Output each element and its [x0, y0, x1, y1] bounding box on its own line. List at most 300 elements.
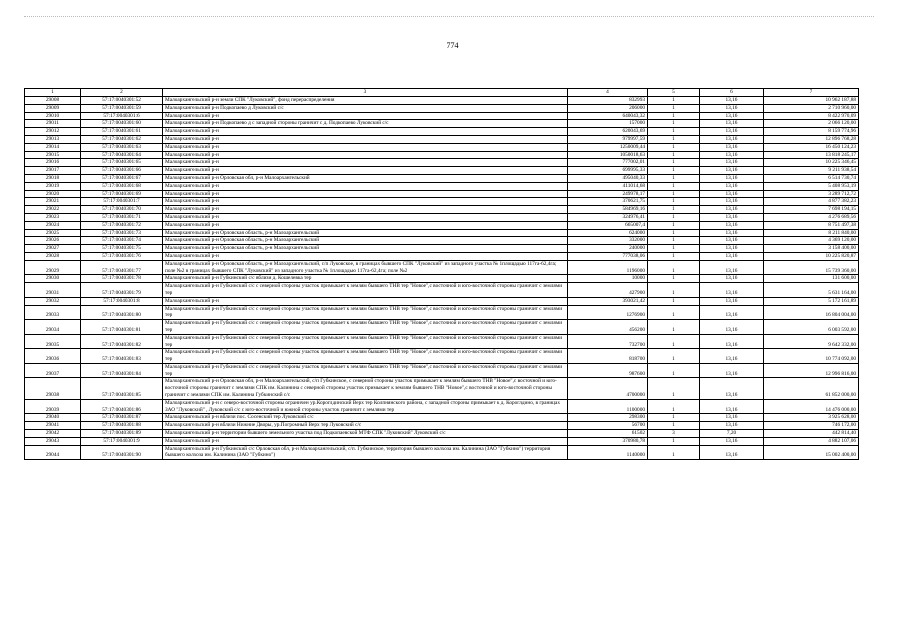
rate-cell: 13,16	[700, 445, 764, 460]
table-row	[25, 363, 859, 378]
category-cell: 1	[648, 182, 700, 190]
table-row	[25, 151, 859, 159]
row-number-cell: 29013	[25, 135, 81, 143]
rate-cell: 13,16	[700, 213, 764, 221]
cadastral-number-cell: 57:17:0040301:64	[81, 151, 163, 159]
area-cell: 818700	[568, 349, 648, 364]
address-cell: Малоархангельский р-н вблизи Нижние Дворы, ур.Погромный Верх тер Луковский с/с	[163, 422, 568, 430]
table-row	[25, 174, 859, 182]
area-cell: 624000	[568, 229, 648, 237]
value-cell: 4 276 689,56	[764, 213, 859, 221]
table-row	[25, 260, 859, 275]
cadastral-number-cell: 57:17:0040301:7	[81, 198, 163, 206]
cadastral-number-cell: 57:17:0040301:81	[81, 320, 163, 335]
area-cell: 157000	[568, 120, 648, 128]
cadastral-number-cell: 57:17:0040301:8	[81, 297, 163, 305]
rate-cell: 13,16	[700, 174, 764, 182]
category-cell: 1	[648, 334, 700, 349]
category-cell: 1	[648, 305, 700, 320]
value-cell: 6 514 730,74	[764, 174, 859, 182]
value-cell: 4 877 382,23	[764, 198, 859, 206]
area-cell: 61502	[568, 430, 648, 438]
row-number-cell: 29011	[25, 120, 81, 128]
rate-cell: 13,16	[700, 135, 764, 143]
cadastral-number-cell: 57:17:0040301:9	[81, 437, 163, 445]
table-row	[25, 430, 859, 438]
row-number-cell: 29018	[25, 174, 81, 182]
rate-cell: 13,16	[700, 159, 764, 167]
cadastral-number-cell: 57:17:0040301:60	[81, 120, 163, 128]
area-cell: 495040,33	[568, 174, 648, 182]
address-cell: Малоархангельский р-н	[163, 206, 568, 214]
value-cell: 8 422 970,09	[764, 112, 859, 120]
table-row	[25, 104, 859, 112]
row-number-cell: 29016	[25, 159, 81, 167]
value-cell: 5 631 164,00	[764, 283, 859, 298]
row-number-cell: 29020	[25, 190, 81, 198]
column-header-2: 2	[81, 89, 163, 97]
cadastral-number-cell: 57:17:0040301:78	[81, 275, 163, 283]
category-cell: 1	[648, 245, 700, 253]
row-number-cell: 29021	[25, 198, 81, 206]
area-cell: 56700	[568, 422, 648, 430]
rate-cell: 13,16	[700, 221, 764, 229]
area-cell: 732700	[568, 334, 648, 349]
address-cell: Малоархангельский р-н Орловская обл, р-н Малоархангельский	[163, 174, 568, 182]
area-cell: 427900	[568, 283, 648, 298]
category-cell: 1	[648, 414, 700, 422]
row-number-cell: 29029	[25, 260, 81, 275]
address-cell: Малоархангельский р-н	[163, 167, 568, 175]
cadastral-number-cell: 57:17:0040301:72	[81, 221, 163, 229]
table-row	[25, 275, 859, 283]
area-cell: 249978,17	[568, 190, 648, 198]
rate-cell: 13,16	[700, 237, 764, 245]
address-cell: Малоархангельский р-н Губкинский с/с с северной стороны участок примыкает к землям бывшего ТНВ тер "Новое",с восточной и юго-восточной стороны граничит с землями тер	[163, 283, 568, 298]
cadastral-number-cell: 57:17:0040301:90	[81, 445, 163, 460]
row-number-cell: 29035	[25, 334, 81, 349]
value-cell: 16 804 004,00	[764, 305, 859, 320]
value-cell: 15 739 360,00	[764, 260, 859, 275]
address-cell: Малоархангельский р-н Губкинский с/с с северной стороны участок примыкает к землям бывшего ТНВ тер "Новое",с восточной и юго-восточной стороны граничит с землями тер	[163, 334, 568, 349]
address-cell: Малоархангельский р-н Губкинский с/с с северной стороны участок примыкает к землям бывшего ТНВ тер "Новое",с восточной и юго-восточной стороны граничит с землями тер	[163, 305, 568, 320]
address-cell: Малоархангельский р-н Губкинский с/с вблизи д. Кошелевка тер	[163, 275, 568, 283]
address-cell: Малоархангельский р-н территории бывшего земельного участка под Подкопаевской МТФ СПК "Луковский" Луковский с/с	[163, 430, 568, 438]
row-number-cell: 29024	[25, 221, 81, 229]
value-cell: 10 225 346,45	[764, 159, 859, 167]
column-header-5: 5	[648, 89, 700, 97]
address-cell: Малоархангельский р-н Губкинский с/с с северной стороны участок примыкает к землям бывшего ТНВ тер "Новое",с восточной и юго-восточной стороны граничит с землями тер	[163, 349, 568, 364]
value-cell: 16 450 124,23	[764, 143, 859, 151]
address-cell: Малоархангельский р-н	[163, 221, 568, 229]
table-row	[25, 206, 859, 214]
row-number-cell: 29043	[25, 437, 81, 445]
category-cell: 1	[648, 174, 700, 182]
row-number-cell: 29026	[25, 237, 81, 245]
table-row	[25, 198, 859, 206]
address-cell: Малоархангельский р-н	[163, 437, 568, 445]
category-cell: 1	[648, 198, 700, 206]
table-header-row	[25, 89, 859, 97]
category-cell: 1	[648, 437, 700, 445]
area-cell: 411014,68	[568, 182, 648, 190]
rate-cell: 13,16	[700, 167, 764, 175]
cadastral-number-cell: 57:17:0040301:66	[81, 167, 163, 175]
column-header-7: 7	[764, 89, 859, 97]
area-cell: 1276900	[568, 305, 648, 320]
value-cell: 14 476 000,00	[764, 399, 859, 414]
area-cell: 832993	[568, 97, 648, 105]
cadastral-number-cell: 57:17:0040301:68	[81, 182, 163, 190]
category-cell: 1	[648, 151, 700, 159]
rate-cell: 13,16	[700, 349, 764, 364]
column-header-6: 6	[700, 89, 764, 97]
cadastral-table	[24, 88, 859, 460]
value-cell: 2 710 960,00	[764, 104, 859, 112]
row-number-cell: 29015	[25, 151, 81, 159]
category-cell: 1	[648, 297, 700, 305]
value-cell: 7 698 194,15	[764, 206, 859, 214]
table-row	[25, 167, 859, 175]
row-number-cell: 29041	[25, 422, 81, 430]
table-body	[25, 97, 859, 460]
cadastral-number-cell: 57:17:0040301:79	[81, 283, 163, 298]
row-number-cell: 29012	[25, 128, 81, 136]
rate-cell: 13,16	[700, 120, 764, 128]
rate-cell: 13,16	[700, 399, 764, 414]
category-cell: 1	[648, 128, 700, 136]
category-cell: 1	[648, 378, 700, 399]
table-row	[25, 305, 859, 320]
rate-cell: 13,16	[700, 97, 764, 105]
address-cell: Малоархангельский р-н	[163, 128, 568, 136]
cadastral-number-cell: 57:17:0040301:70	[81, 206, 163, 214]
table-row	[25, 334, 859, 349]
table-row	[25, 120, 859, 128]
table-row	[25, 378, 859, 399]
category-cell: 1	[648, 363, 700, 378]
category-cell: 1	[648, 252, 700, 260]
value-cell: 12 996 816,00	[764, 363, 859, 378]
rate-cell: 13,16	[700, 104, 764, 112]
value-cell: 10 225 820,87	[764, 252, 859, 260]
row-number-cell: 29031	[25, 283, 81, 298]
category-cell: 1	[648, 320, 700, 335]
category-cell: 1	[648, 260, 700, 275]
row-number-cell: 29017	[25, 167, 81, 175]
row-number-cell: 29039	[25, 399, 81, 414]
rate-cell: 13,16	[700, 320, 764, 335]
area-cell: 456200	[568, 320, 648, 335]
value-cell: 746 172,00	[764, 422, 859, 430]
cadastral-number-cell: 57:17:0040301:84	[81, 363, 163, 378]
row-number-cell: 29030	[25, 275, 81, 283]
value-cell: 4 369 120,00	[764, 237, 859, 245]
rate-cell: 13,16	[700, 143, 764, 151]
area-cell: 324976,41	[568, 213, 648, 221]
row-number-cell: 29014	[25, 143, 81, 151]
area-cell: 240000	[568, 245, 648, 253]
cadastral-number-cell: 57:17:0040301:83	[81, 349, 163, 364]
table-row	[25, 237, 859, 245]
row-number-cell: 29042	[25, 430, 81, 438]
cadastral-number-cell: 57:17:0040301:74	[81, 237, 163, 245]
cadastral-number-cell: 57:17:0040301:88	[81, 422, 163, 430]
row-number-cell: 29028	[25, 252, 81, 260]
rate-cell: 13,16	[700, 245, 764, 253]
area-cell: 1140000	[568, 445, 648, 460]
cadastral-number-cell: 57:17:0040301:75	[81, 245, 163, 253]
category-cell: 1	[648, 349, 700, 364]
area-cell: 1050018,63	[568, 151, 648, 159]
category-cell: 1	[648, 422, 700, 430]
cadastral-number-cell: 57:17:0040301:61	[81, 128, 163, 136]
category-cell: 3	[648, 430, 700, 438]
address-cell: Малоархангельский р-н	[163, 190, 568, 198]
row-number-cell: 29040	[25, 414, 81, 422]
address-cell: Малоархангельский р-н Орловская область, р-н Малоархангельский, с/п Луковское, в границах бывшего СПК "Луковский" из западного участка № 1площадью 117га-62,4га; поле №2 в границах бывшего СПК "Луковский" из западного участка № 1площадью 117га-62,4га; поле №2	[163, 260, 568, 275]
cadastral-number-cell: 57:17:0040301:65	[81, 159, 163, 167]
table-row	[25, 135, 859, 143]
address-cell: Малоархангельский р-н	[163, 297, 568, 305]
value-cell: 3 289 712,72	[764, 190, 859, 198]
cadastral-number-cell: 57:17:0040301:69	[81, 190, 163, 198]
category-cell: 1	[648, 283, 700, 298]
rate-cell: 13,16	[700, 422, 764, 430]
area-cell: 777038,06	[568, 252, 648, 260]
cadastral-number-cell: 57:17:0040301:52	[81, 97, 163, 105]
table-row	[25, 128, 859, 136]
cadastral-number-cell: 57:17:0040301:6	[81, 112, 163, 120]
address-cell: Малоархангельский р-н	[163, 182, 568, 190]
address-cell: Малоархангельский р-н Подкопаево д с западной стороны граничит с д. Подкопаево Луковский с/с	[163, 120, 568, 128]
value-cell: 8 211 840,00	[764, 229, 859, 237]
rate-cell: 13,16	[700, 305, 764, 320]
rate-cell: 13,16	[700, 206, 764, 214]
rate-cell: 13,16	[700, 190, 764, 198]
table-row	[25, 297, 859, 305]
table-row	[25, 252, 859, 260]
area-cell: 1250009,44	[568, 143, 648, 151]
category-cell: 1	[648, 112, 700, 120]
area-cell: 979997,59	[568, 135, 648, 143]
value-cell: 15 002 400,00	[764, 445, 859, 460]
value-cell: 2 066 120,00	[764, 120, 859, 128]
value-cell: 9 642 332,00	[764, 334, 859, 349]
row-number-cell: 29037	[25, 363, 81, 378]
row-number-cell: 29019	[25, 182, 81, 190]
row-number-cell: 29036	[25, 349, 81, 364]
category-cell: 1	[648, 275, 700, 283]
table-row	[25, 437, 859, 445]
table-row	[25, 221, 859, 229]
address-cell: Малоархангельский р-н Губкинский с/с с северной стороны участок примыкает к землям бывшего ТНВ тер "Новое",с восточной и юго-восточной стороны граничит с землями тер	[163, 363, 568, 378]
table-row	[25, 414, 859, 422]
table-row	[25, 320, 859, 335]
category-cell: 1	[648, 135, 700, 143]
area-cell: 370621,75	[568, 198, 648, 206]
cadastral-number-cell: 57:17:0040301:86	[81, 399, 163, 414]
address-cell: Малоархангельский р-н Орловская область, р-н Малоархангельский	[163, 229, 568, 237]
cadastral-number-cell: 57:17:0040301:67	[81, 174, 163, 182]
cadastral-number-cell: 57:17:0040301:62	[81, 135, 163, 143]
area-cell: 1100000	[568, 399, 648, 414]
cadastral-number-cell: 57:17:0040301:71	[81, 213, 163, 221]
cadastral-number-cell: 57:17:0040301:80	[81, 305, 163, 320]
value-cell: 9 211 938,54	[764, 167, 859, 175]
area-cell: 665007,4	[568, 221, 648, 229]
row-number-cell: 29010	[25, 112, 81, 120]
row-number-cell: 29025	[25, 229, 81, 237]
value-cell: 6 003 592,00	[764, 320, 859, 335]
table-row	[25, 399, 859, 414]
category-cell: 1	[648, 190, 700, 198]
rate-cell: 13,16	[700, 198, 764, 206]
cadastral-number-cell: 57:17:0040301:89	[81, 430, 163, 438]
rate-cell: 13,16	[700, 363, 764, 378]
column-header-4: 4	[568, 89, 648, 97]
category-cell: 1	[648, 237, 700, 245]
table-row	[25, 112, 859, 120]
value-cell: 10 962 187,88	[764, 97, 859, 105]
rate-cell: 13,16	[700, 229, 764, 237]
rate-cell: 13,16	[700, 297, 764, 305]
table-row	[25, 143, 859, 151]
address-cell: Малоархангельский р-н земли СПК "Луковский", фонд перераспределения	[163, 97, 568, 105]
rate-cell: 13,16	[700, 260, 764, 275]
value-cell: 3 925 628,00	[764, 414, 859, 422]
rate-cell: 13,16	[700, 128, 764, 136]
area-cell: 393021,42	[568, 297, 648, 305]
table-row	[25, 213, 859, 221]
address-cell: Малоархангельский р-н Губкинский с/с с северной стороны участок примыкает к землям бывшего ТНВ тер "Новое",с восточной и юго-восточной стороны граничит с землями тер	[163, 320, 568, 335]
address-cell: Малоархангельский р-н Орловская область, р-н Малоархангельский	[163, 237, 568, 245]
cadastral-number-cell: 57:17:0040301:82	[81, 334, 163, 349]
area-cell: 640043,32	[568, 112, 648, 120]
address-cell: Малоархангельский р-н	[163, 159, 568, 167]
table-row	[25, 422, 859, 430]
cadastral-number-cell: 57:17:0040301:73	[81, 229, 163, 237]
category-cell: 1	[648, 399, 700, 414]
address-cell: Малоархангельский р-н с северо-восточной стороны ограничен ур.Короглдинский Верх тер Колпнянского района, с западной стороны примыкает к д. Короглдино, в границах ЗАО "Луковский" , Луковский с/с с юго-восточной и южной стороны участок граничит с землями тер	[163, 399, 568, 414]
table-row	[25, 283, 859, 298]
area-cell: 370980,78	[568, 437, 648, 445]
address-cell: Малоархангельский р-н Орловская область, р-н Малоархангельский	[163, 245, 568, 253]
value-cell: 8 159 774,96	[764, 128, 859, 136]
row-number-cell: 29008	[25, 97, 81, 105]
value-cell: 442 814,40	[764, 430, 859, 438]
address-cell: Малоархангельский р-н	[163, 151, 568, 159]
value-cell: 131 600,00	[764, 275, 859, 283]
rate-cell: 13,16	[700, 437, 764, 445]
table-row	[25, 349, 859, 364]
scan-artifact-line	[24, 16, 874, 18]
area-cell: 777002,01	[568, 159, 648, 167]
area-cell: 620043,69	[568, 128, 648, 136]
row-number-cell: 29023	[25, 213, 81, 221]
category-cell: 1	[648, 221, 700, 229]
address-cell: Малоархангельский р-н	[163, 198, 568, 206]
address-cell: Малоархангельский р-н Орловская обл, р-н Малоархангельский, с/п Губкинское, с северной стороны участок примыкает к землям бывшего ТНВ "Новое",с восточной и юго-восточной стороны граничит с землями СПК им. Калинина с северной стороны участок примыкает к землям бывшего ТНВ "Новое",с восточной и юго-восточной стороны граничит с землями СПК им. Калинина Губкинский с/с	[163, 378, 568, 399]
category-cell: 1	[648, 97, 700, 105]
area-cell: 4700000	[568, 378, 648, 399]
category-cell: 1	[648, 229, 700, 237]
value-cell: 13 818 245,17	[764, 151, 859, 159]
rate-cell: 13,16	[700, 378, 764, 399]
rate-cell: 13,16	[700, 252, 764, 260]
category-cell: 1	[648, 120, 700, 128]
area-cell: 10000	[568, 275, 648, 283]
table-row	[25, 97, 859, 105]
address-cell: Малоархангельский р-н	[163, 112, 568, 120]
row-number-cell: 29034	[25, 320, 81, 335]
row-number-cell: 29033	[25, 305, 81, 320]
table-row	[25, 159, 859, 167]
category-cell: 1	[648, 167, 700, 175]
category-cell: 1	[648, 213, 700, 221]
rate-cell: 13,16	[700, 112, 764, 120]
cadastral-number-cell: 57:17:0040301:76	[81, 252, 163, 260]
category-cell: 1	[648, 159, 700, 167]
row-number-cell: 29022	[25, 206, 81, 214]
address-cell: Малоархангельский р-н	[163, 252, 568, 260]
category-cell: 1	[648, 104, 700, 112]
row-number-cell: 29044	[25, 445, 81, 460]
table-row	[25, 229, 859, 237]
address-cell: Малоархангельский р-н вблизи пос. Сосенский тер Луковский с/с	[163, 414, 568, 422]
table-row	[25, 190, 859, 198]
area-cell: 298300	[568, 414, 648, 422]
area-cell: 332000	[568, 237, 648, 245]
column-header-1: 1	[25, 89, 81, 97]
area-cell: 987600	[568, 363, 648, 378]
rate-cell: 13,16	[700, 334, 764, 349]
rate-cell: 7,20	[700, 430, 764, 438]
area-cell: 584969,16	[568, 206, 648, 214]
value-cell: 5 172 161,89	[764, 297, 859, 305]
category-cell: 1	[648, 206, 700, 214]
column-header-3: 3	[163, 89, 568, 97]
cadastral-number-cell: 57:17:0040301:63	[81, 143, 163, 151]
value-cell: 5 408 953,19	[764, 182, 859, 190]
value-cell: 3 158 400,00	[764, 245, 859, 253]
page-number: 774	[446, 41, 459, 50]
rate-cell: 13,16	[700, 283, 764, 298]
row-number-cell: 29038	[25, 378, 81, 399]
value-cell: 8 751 497,38	[764, 221, 859, 229]
address-cell: Малоархангельский р-н	[163, 143, 568, 151]
rate-cell: 13,16	[700, 182, 764, 190]
rate-cell: 13,16	[700, 414, 764, 422]
value-cell: 10 774 092,00	[764, 349, 859, 364]
table-row	[25, 182, 859, 190]
row-number-cell: 29009	[25, 104, 81, 112]
area-cell: 699995,33	[568, 167, 648, 175]
category-cell: 1	[648, 143, 700, 151]
cadastral-number-cell: 57:17:0040301:77	[81, 260, 163, 275]
address-cell: Малоархангельский р-н Губкинский с/с Орловская обл, р-н Малоархангельский, с/п. Губкинское, территория бывшего колхоза им. Калинина (ЗАО "Губкино") территория бывшего колхоза им. Калинина (ЗАО "Губкино")	[163, 445, 568, 460]
row-number-cell: 29027	[25, 245, 81, 253]
area-cell: 206000	[568, 104, 648, 112]
value-cell: 4 882 107,06	[764, 437, 859, 445]
cadastral-number-cell: 57:17:0040301:87	[81, 414, 163, 422]
cadastral-number-cell: 57:17:0040301:85	[81, 378, 163, 399]
table-row	[25, 445, 859, 460]
row-number-cell: 29032	[25, 297, 81, 305]
table-row	[25, 245, 859, 253]
address-cell: Малоархангельский р-н Подкопаево д Луковский с/с	[163, 104, 568, 112]
address-cell: Малоархангельский р-н	[163, 213, 568, 221]
